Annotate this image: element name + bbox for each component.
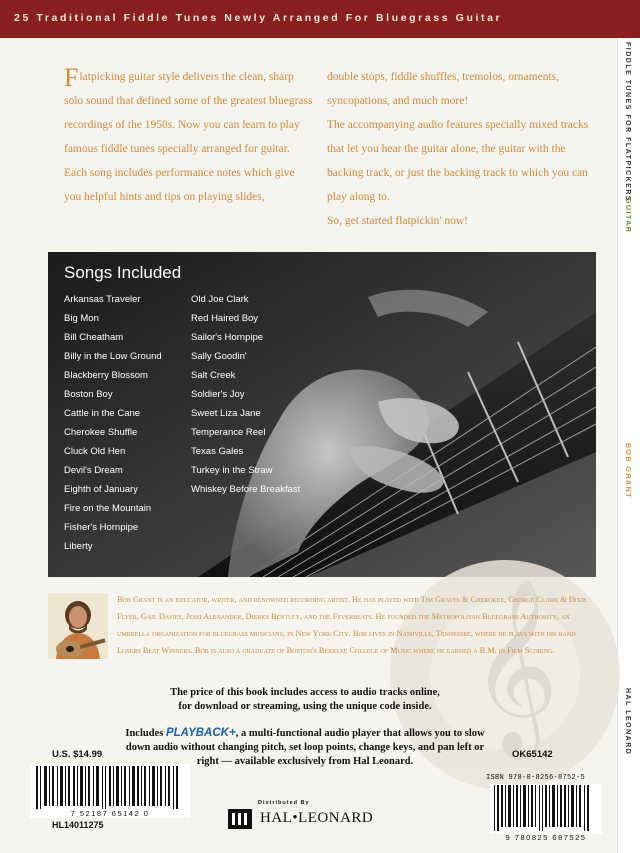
- song-item: Soldier's Joy: [191, 389, 245, 400]
- intro-paragraph-5: So, get started flatpickin' now!: [327, 215, 468, 227]
- song-item: Blackberry Blossom: [64, 370, 148, 381]
- ok-product-code: OK65142: [512, 749, 553, 760]
- isbn-text: ISBN 978-0-8256-8752-5: [486, 774, 586, 782]
- intro-paragraph-1: [64, 65, 314, 161]
- treble-clef-icon: 𝄞: [470, 578, 559, 752]
- isbn-barcode: [490, 784, 602, 834]
- intro-column-left: [64, 65, 314, 209]
- song-item: Fire on the Mountain: [64, 503, 152, 514]
- header-bar: [0, 0, 640, 38]
- spine-author: BOB GRANT: [624, 443, 631, 499]
- header-title: 25 Traditional Fiddle Tunes Newly Arranged For Bluegrass Guitar: [14, 12, 503, 24]
- playback-prefix: Includes: [125, 728, 166, 739]
- spine-title: FIDDLE TUNES FOR FLATPICKERS: [624, 42, 631, 203]
- playback-note: [125, 726, 485, 769]
- intro-paragraph-2: Each song includes performance notes which give you helpful hints and tips on playing slides,: [64, 167, 295, 203]
- intro-paragraph-1-text: latpicking guitar style delivers the clean, sharp solo sound that defined some of the greatest bluegrass recordings of the 1950s. Now you can learn to play famous fiddle tunes specially arranged for guitar.: [64, 71, 313, 155]
- audio-access-note: [140, 686, 470, 714]
- song-item: Fisher's Hornpipe: [64, 522, 139, 533]
- author-bio: [117, 591, 597, 659]
- song-item: Red Haired Boy: [191, 313, 259, 324]
- spine-instrument: GUITAR: [624, 198, 631, 234]
- song-item: Salt Creek: [191, 370, 236, 381]
- song-item: Sweet Liza Jane: [191, 408, 261, 419]
- intro-paragraph-4: The accompanying audio features specially mixed tracks that let you hear the guitar alone, the guitar with the backing track, or just the backing track to which you can play along to.: [327, 119, 589, 203]
- spine: [617, 38, 640, 853]
- author-portrait-illustration: [48, 593, 108, 659]
- song-item: Boston Boy: [64, 389, 113, 400]
- song-item: Cluck Old Hen: [64, 446, 126, 457]
- song-item: Texas Gales: [191, 446, 244, 457]
- song-item: Arkansas Traveler: [64, 294, 141, 305]
- song-item: Devil's Dream: [64, 465, 123, 476]
- guitar-photo-panel: [48, 252, 596, 577]
- song-item: Cattle in the Cane: [64, 408, 141, 419]
- intro-paragraph-3: double stops, fiddle shuffles, tremolos, ornaments, syncopations, and much more!: [327, 71, 559, 107]
- song-item: Sailor's Hornpipe: [191, 332, 264, 343]
- songs-included-title: Songs Included: [64, 263, 182, 282]
- songs-list-column-1: [64, 294, 162, 560]
- drop-cap: F: [64, 63, 79, 92]
- audio-note-line-2: for download or streaming, using the unique code inside.: [178, 701, 432, 712]
- song-item: Cherokee Shuffle: [64, 427, 138, 438]
- upc-barcode: [30, 764, 190, 814]
- hl-product-code: HL14011275: [52, 820, 104, 830]
- songs-list-column-2: [191, 294, 300, 503]
- hal-leonard-wordmark: HAL•LEONARD: [260, 810, 374, 826]
- song-item: Big Mon: [64, 313, 99, 324]
- playback-description: , a multi-functional audio player that allows you to slow down audio without changing pitch, set loop points, change keys, and pan left or right — available exclusively from Hal Leonard.: [125, 728, 485, 767]
- song-item: Sally Goodin': [191, 351, 247, 362]
- spine-publisher: HAL LEONARD: [624, 688, 631, 756]
- intro-column-right: [327, 65, 592, 233]
- song-item: Billy in the Low Ground: [64, 351, 162, 362]
- song-item: Eighth of January: [64, 484, 138, 495]
- ean-number: 9 780825 687525: [505, 833, 587, 842]
- song-item: Temperance Reel: [191, 427, 266, 438]
- playback-plus-logo: PLAYBACK+: [165, 727, 236, 739]
- author-bio-text: Bob Grant is an educator, writer, and renowned recording artist. He has played with Tim Graves & Cherokee, George Clark & Dixie Flyer, Gail Davies, Jessi Alexander, Dierks Bentley, and the Feverbeats. He founded the Metropolitan Bluegrass Authority, an umbrella organization for bluegrass musicians, in New York City. Bob lives in Nashville, Tennessee, where he plays with his band Losers Beat Winners. Bob is also a graduate of Boston's Berklee College of Music where he earned a B.M. in Film Scoring.: [117, 595, 587, 655]
- song-item: Bill Cheatham: [64, 332, 124, 343]
- song-item: Liberty: [64, 541, 93, 552]
- song-item: Turkey in the Straw: [191, 465, 273, 476]
- song-item: Whiskey Before Breakfast: [191, 484, 301, 495]
- us-price: U.S. $14.99: [52, 749, 103, 760]
- audio-note-line-1: The price of this book includes access to audio tracks online,: [170, 687, 440, 698]
- author-photo: [48, 593, 108, 659]
- distributed-by-label: Distributed By: [258, 800, 310, 806]
- song-item: Old Joe Clark: [191, 294, 249, 305]
- upc-number: 7 52187 65142 0: [30, 809, 190, 818]
